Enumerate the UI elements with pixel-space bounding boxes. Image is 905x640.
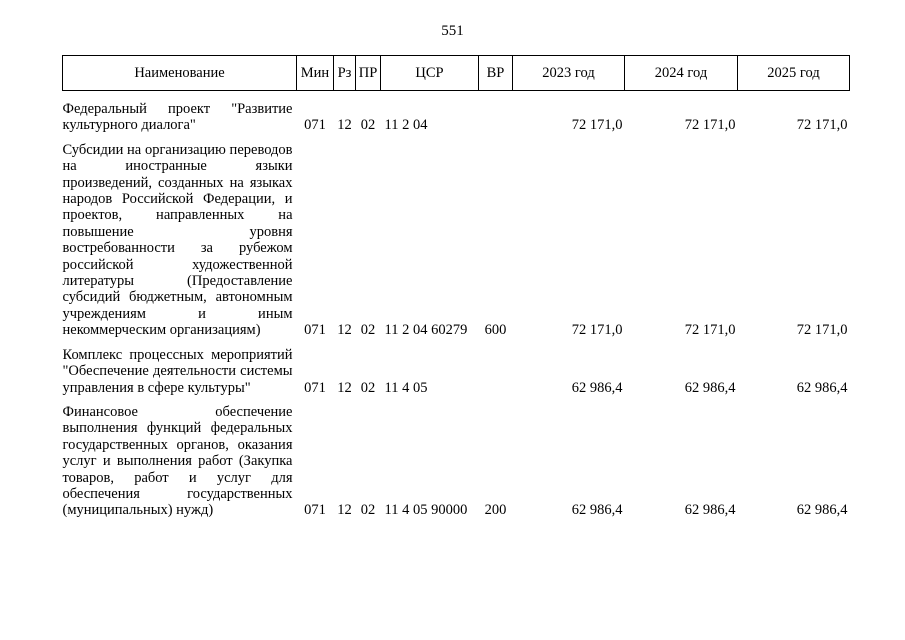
header-vr: ВР: [479, 56, 513, 91]
row-pr: 02: [360, 322, 376, 339]
row-2024: 72 171,0: [684, 117, 736, 134]
table-row: [63, 134, 850, 339]
header-rz: Рз: [334, 56, 356, 91]
row-min: 071: [304, 502, 326, 519]
header-2024: 2024 год: [625, 56, 738, 91]
row-name: Субсидии на организацию переводов на иностранные языки произведений, созданных на языках народов Российской Федерации, и проектов, направленных на повышение уровня востребованности за рубежом российской художественной литературы (Предоставление субсидий бюджетным, автономным учреждениям и иным некоммерческим организациям): [62, 141, 293, 339]
row-name: Финансовое обеспечение выполнения функций федеральных государственных органов, оказания услуг и выполнения работ (Закупка товаров, работ и услуг для обеспечения государственных (муниципальных) нужд): [62, 403, 293, 519]
header-pr: ПР: [356, 56, 381, 91]
row-2025: 72 171,0: [796, 117, 848, 134]
row-csr: 11 2 04: [384, 117, 428, 134]
row-rz: 12: [337, 117, 352, 134]
row-name: Федеральный проект "Развитие культурного диалога": [62, 101, 293, 134]
row-2023: 62 986,4: [571, 379, 623, 396]
row-min: 071: [304, 322, 326, 339]
row-2023: 72 171,0: [571, 117, 623, 134]
row-vr: [479, 91, 513, 134]
table-row: [63, 91, 850, 134]
header-2023: 2023 год: [513, 56, 625, 91]
budget-table-container: [62, 55, 849, 519]
row-2025: 72 171,0: [796, 322, 848, 339]
table-header-row: [63, 56, 850, 91]
row-csr: 11 4 05 90000: [384, 502, 468, 519]
header-name: Наименование: [63, 56, 297, 91]
header-min: Мин: [297, 56, 334, 91]
row-rz: 12: [337, 379, 352, 396]
row-2025: 62 986,4: [796, 379, 848, 396]
row-name: Комплекс процессных мероприятий "Обеспечение деятельности системы управления в сфере культуры": [62, 346, 293, 396]
row-2025: 62 986,4: [796, 502, 848, 519]
row-2023: 72 171,0: [571, 322, 623, 339]
table-row: [63, 396, 850, 519]
table-row: [63, 339, 850, 396]
row-2024: 72 171,0: [684, 322, 736, 339]
row-csr: 11 2 04 60279: [384, 322, 468, 339]
row-2024: 62 986,4: [684, 502, 736, 519]
row-vr: 600: [484, 322, 507, 339]
row-rz: 12: [337, 322, 352, 339]
row-vr: [479, 339, 513, 396]
page-number: 551: [441, 23, 464, 39]
row-2023: 62 986,4: [571, 502, 623, 519]
row-vr: 200: [484, 502, 507, 519]
row-2024: 62 986,4: [684, 379, 736, 396]
row-min: 071: [304, 117, 326, 134]
row-min: 071: [304, 379, 326, 396]
budget-table: [62, 55, 850, 519]
row-rz: 12: [337, 502, 352, 519]
row-csr: 11 4 05: [384, 379, 428, 396]
row-pr: 02: [360, 379, 376, 396]
header-2025: 2025 год: [738, 56, 850, 91]
header-csr: ЦСР: [381, 56, 479, 91]
row-pr: 02: [360, 117, 376, 134]
row-pr: 02: [360, 502, 376, 519]
